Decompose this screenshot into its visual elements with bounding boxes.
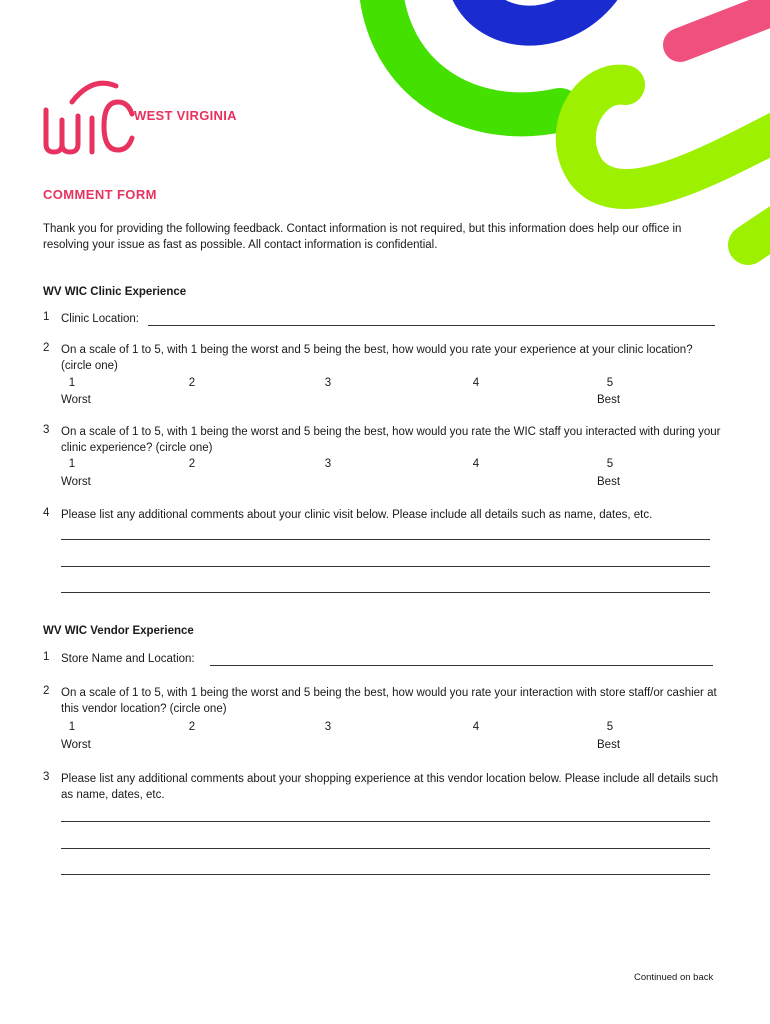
wic-logo-mark: [42, 76, 138, 158]
vendor-comments-line-1[interactable]: [61, 821, 710, 822]
vendor-q1-number: 1: [43, 651, 50, 663]
clinic-q2-best-label: Best: [597, 394, 621, 406]
clinic-q3-option-2[interactable]: 2: [188, 458, 196, 470]
vendor-comments-line-2[interactable]: [61, 848, 710, 849]
page-title: COMMENT FORM: [43, 187, 157, 202]
lime-swoosh: [566, 85, 770, 150]
pink-swoosh: [680, 10, 770, 45]
clinic-comments-line-2[interactable]: [61, 566, 710, 567]
clinic-q2-worst-label: Worst: [61, 394, 91, 406]
clinic-q1-label: Clinic Location:: [61, 313, 139, 325]
wic-logo: [42, 76, 138, 158]
vendor-q2-option-5[interactable]: 5: [606, 721, 614, 733]
clinic-q3-number: 3: [43, 424, 50, 436]
clinic-q3-option-4[interactable]: 4: [472, 458, 480, 470]
vendor-q3-text: Please list any additional comments about your shopping experience at this vendor location below. Please include all details such as name, dates, etc.: [61, 773, 719, 801]
vendor-q2-option-1[interactable]: 1: [68, 721, 76, 733]
clinic-comments-line-1[interactable]: [61, 539, 710, 540]
clinic-q2-option-3[interactable]: 3: [324, 377, 332, 389]
clinic-q1-number: 1: [43, 311, 50, 323]
clinic-comments-line-3[interactable]: [61, 592, 710, 593]
clinic-q2-number: 2: [43, 342, 50, 354]
clinic-q2-option-4[interactable]: 4: [472, 377, 480, 389]
clinic-q3-option-1[interactable]: 1: [68, 458, 76, 470]
clinic-q2-option-1[interactable]: 1: [68, 377, 76, 389]
vendor-section-heading: WV WIC Vendor Experience: [43, 625, 194, 637]
vendor-q2-text: On a scale of 1 to 5, with 1 being the worst and 5 being the best, how would you rate your interaction with store staff/or cashier at this vendor location? (circle one): [61, 687, 717, 715]
clinic-q3-best-label: Best: [597, 476, 621, 488]
clinic-q2-option-2[interactable]: 2: [188, 377, 196, 389]
clinic-q3-worst-label: Worst: [61, 476, 91, 488]
clinic-q2-option-5[interactable]: 5: [606, 377, 614, 389]
lime-tail: [748, 210, 770, 245]
clinic-section-heading: WV WIC Clinic Experience: [43, 286, 187, 298]
vendor-q2-number: 2: [43, 685, 50, 697]
lime-hook: [576, 85, 770, 189]
clinic-q3-option-5[interactable]: 5: [606, 458, 614, 470]
brand-state: WEST VIRGINIA: [134, 108, 237, 123]
vendor-q3-number: 3: [43, 771, 50, 783]
vendor-q2-worst-label: Worst: [61, 739, 91, 751]
clinic-q4-number: 4: [43, 507, 50, 519]
vendor-q1-label: Store Name and Location:: [61, 653, 195, 665]
clinic-location-field[interactable]: [148, 325, 715, 326]
clinic-q2-text: On a scale of 1 to 5, with 1 being the worst and 5 being the best, how would you rate your experience at your clinic location? (circle one): [61, 344, 693, 372]
clinic-q4-text: Please list any additional comments about your clinic visit below. Please include all details such as name, dates, etc.: [61, 509, 653, 521]
clinic-q3-text: On a scale of 1 to 5, with 1 being the worst and 5 being the best, how would you rate the WIC staff you interacted with during your clinic experience? (circle one): [61, 426, 721, 454]
blue-swoosh: [470, 0, 600, 26]
vendor-q2-best-label: Best: [597, 739, 621, 751]
intro-text: Thank you for providing the following feedback. Contact information is not required, but this information does help our office in resolving your issue as fast as possible. All contact information is confidential.: [43, 223, 682, 251]
vendor-comments-line-3[interactable]: [61, 874, 710, 875]
vendor-q2-option-4[interactable]: 4: [472, 721, 480, 733]
lime-swoosh-body: [575, 85, 770, 190]
green-swoosh: [380, 0, 560, 114]
store-location-field[interactable]: [210, 665, 713, 666]
clinic-q3-option-3[interactable]: 3: [324, 458, 332, 470]
vendor-q2-option-2[interactable]: 2: [188, 721, 196, 733]
continued-note: Continued on back: [634, 972, 714, 983]
vendor-q2-option-3[interactable]: 3: [324, 721, 332, 733]
